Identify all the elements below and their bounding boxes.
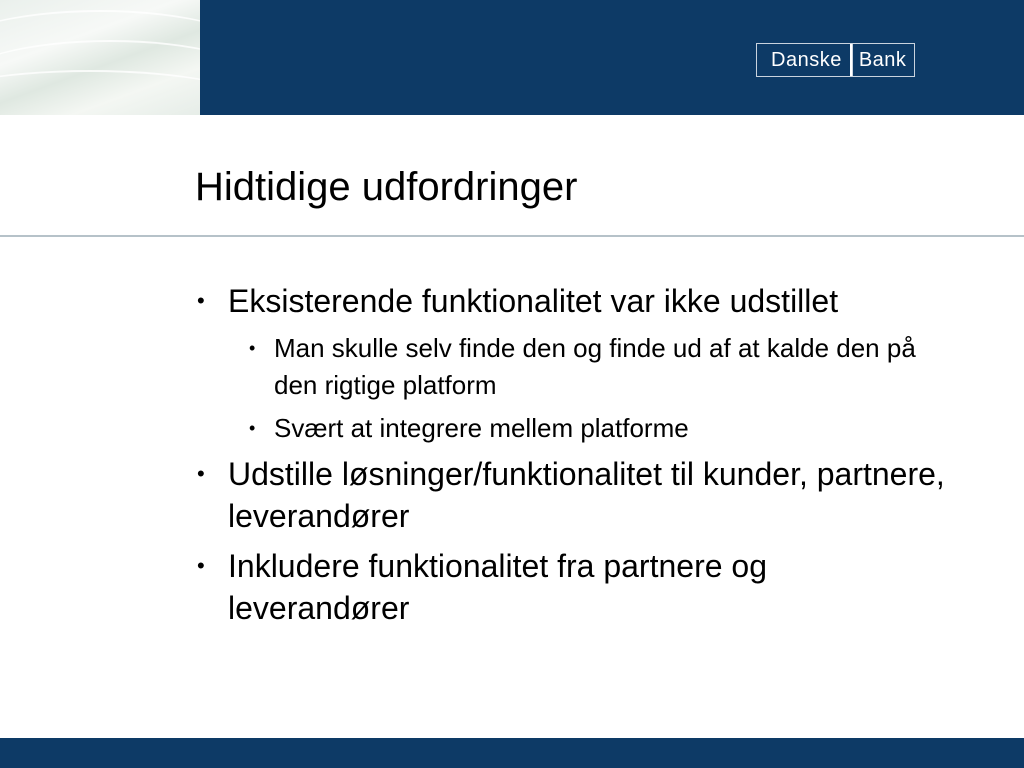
bullet-text: Eksisterende funktionalitet var ikke udstillet (228, 283, 839, 319)
bullet-glyph: • (197, 461, 205, 486)
logo-word-bank: Bank (852, 44, 915, 76)
bullet-item (195, 453, 955, 537)
bullet-glyph: • (197, 288, 205, 313)
bullet-glyph: • (197, 553, 205, 578)
danske-bank-logo (756, 43, 915, 77)
bullet-text: Udstille løsninger/funktionalitet til kunder, partnere, leverandører (228, 456, 945, 534)
sub-bullet-item (195, 410, 955, 447)
footer-bar (0, 738, 1024, 768)
sub-bullet-text: Svært at integrere mellem platforme (274, 413, 689, 443)
bullet-item (195, 545, 955, 629)
bullet-glyph: • (249, 418, 256, 438)
bullet-list (195, 280, 955, 637)
bullet-glyph: • (249, 338, 256, 358)
header-decorative-image (0, 0, 200, 115)
bullet-text: Inkludere funktionalitet fra partnere og leverandører (228, 548, 767, 626)
sub-bullet-item (195, 330, 955, 404)
sub-bullet-text: Man skulle selv finde den og finde ud af at kalde den på den rigtige platform (274, 333, 916, 400)
logo-word-danske: Danske (757, 44, 852, 76)
bullet-item (195, 280, 955, 322)
slide-title: Hidtidige udfordringer (195, 165, 578, 209)
title-divider (0, 235, 1024, 237)
